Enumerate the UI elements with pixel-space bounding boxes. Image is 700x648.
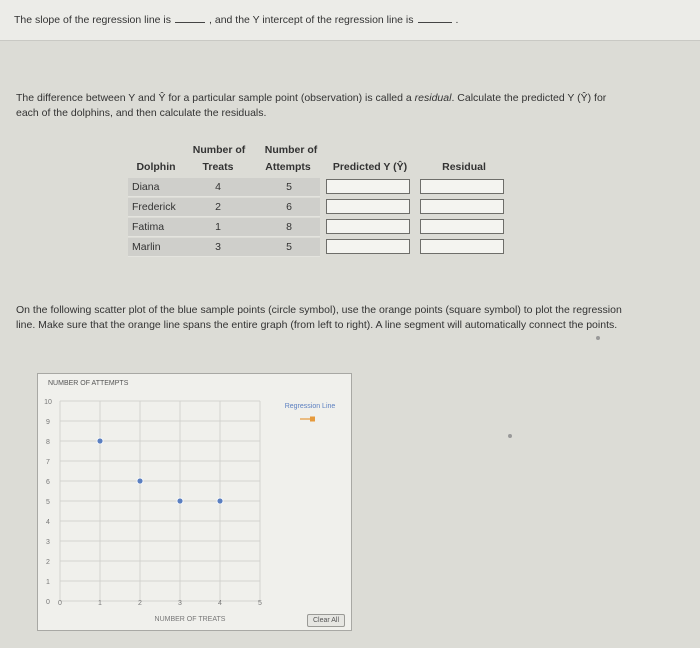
decorative-dot — [508, 434, 512, 438]
intercept-question-text: , and the Y intercept of the regression line is — [209, 14, 414, 26]
dolphin-name: Diana — [132, 181, 160, 193]
slope-answer-blank[interactable] — [175, 22, 205, 23]
col-header-treats: Treats — [202, 161, 234, 173]
regression-square-icon — [310, 417, 315, 422]
residual-text-1: The difference between Y and Ŷ for a particular sample point (observation) is called a — [16, 92, 415, 104]
col-header-attempts: Attempts — [265, 161, 311, 173]
x-tick-label: 3 — [178, 600, 182, 607]
clear-all-button[interactable]: Clear All — [307, 614, 345, 627]
y-tick-label: 5 — [46, 499, 50, 506]
attempts-header-group: Number of — [264, 144, 318, 156]
treats-header-group: Number of — [192, 144, 246, 156]
scatter-plot[interactable] — [38, 374, 351, 630]
x-tick-label: 1 — [98, 600, 102, 607]
predicted-y-input-marlin[interactable] — [326, 239, 410, 254]
treats-value: 2 — [215, 201, 221, 213]
attempts-value: 8 — [286, 221, 292, 233]
residual-text-2: . Calculate the predicted Y (Ŷ) for each of the dolphins, and then calculate the residuals. — [16, 92, 607, 119]
dolphin-name: Fatima — [132, 221, 165, 233]
residual-input-diana[interactable] — [420, 179, 504, 194]
dolphin-name: Marlin — [132, 241, 161, 253]
slope-intercept-question — [14, 14, 458, 26]
col-header-predicted: Predicted Y (Ŷ) — [332, 161, 408, 173]
y-tick-label: 6 — [46, 479, 50, 486]
slope-question-text: The slope of the regression line is — [14, 14, 172, 26]
treats-value: 1 — [215, 221, 221, 233]
attempts-value: 5 — [286, 181, 292, 193]
y-tick-label: 1 — [46, 579, 50, 586]
y-tick-label: 9 — [46, 419, 50, 426]
residual-input-frederick[interactable] — [420, 199, 504, 214]
x-axis-label: NUMBER OF TREATS — [154, 616, 226, 623]
sample-point — [137, 478, 143, 484]
attempts-value: 6 — [286, 201, 292, 213]
scatter-plot-instructions: On the following scatter plot of the blue sample points (circle symbol), use the orange points (square symbol) to plot the regression line. Make sure that the orange line spans the entire graph (from left to right). A line segment will automatically connect the points. — [16, 304, 622, 331]
sample-point — [217, 498, 223, 504]
predicted-y-input-fatima[interactable] — [326, 219, 410, 234]
dolphin-name: Frederick — [132, 201, 176, 213]
legend-label: Regression Line — [284, 403, 336, 410]
decorative-dot — [596, 336, 600, 340]
treats-value: 3 — [215, 241, 221, 253]
sample-point — [97, 438, 103, 444]
x-tick-label: 2 — [138, 600, 142, 607]
x-tick-label: 4 — [218, 600, 222, 607]
predicted-y-input-diana[interactable] — [326, 179, 410, 194]
y-axis-label: NUMBER OF ATTEMPTS — [48, 380, 129, 387]
dolphin-table — [128, 143, 506, 258]
y-tick-label: 8 — [46, 439, 50, 446]
col-header-dolphin: Dolphin — [136, 161, 176, 173]
residual-instructions — [16, 91, 616, 121]
residual-input-marlin[interactable] — [420, 239, 504, 254]
y-tick-label: 3 — [46, 539, 50, 546]
residual-input-fatima[interactable] — [420, 219, 504, 234]
predicted-y-input-frederick[interactable] — [326, 199, 410, 214]
x-tick-label: 0 — [58, 600, 62, 607]
scatter-plot-panel — [37, 373, 352, 631]
question-end: . — [455, 14, 459, 26]
y-tick-label: 7 — [46, 459, 50, 466]
treats-value: 4 — [215, 181, 221, 193]
intercept-answer-blank[interactable] — [418, 22, 452, 23]
residual-term: residual — [414, 92, 452, 104]
y-tick-label: 2 — [46, 559, 50, 566]
x-tick-label: 5 — [258, 600, 262, 607]
y-tick-label: 10 — [44, 399, 52, 406]
sample-point — [177, 498, 183, 504]
y-tick-label: 4 — [46, 519, 50, 526]
col-header-residual: Residual — [442, 161, 486, 173]
y-tick-label: 0 — [46, 599, 50, 606]
attempts-value: 5 — [286, 241, 292, 253]
